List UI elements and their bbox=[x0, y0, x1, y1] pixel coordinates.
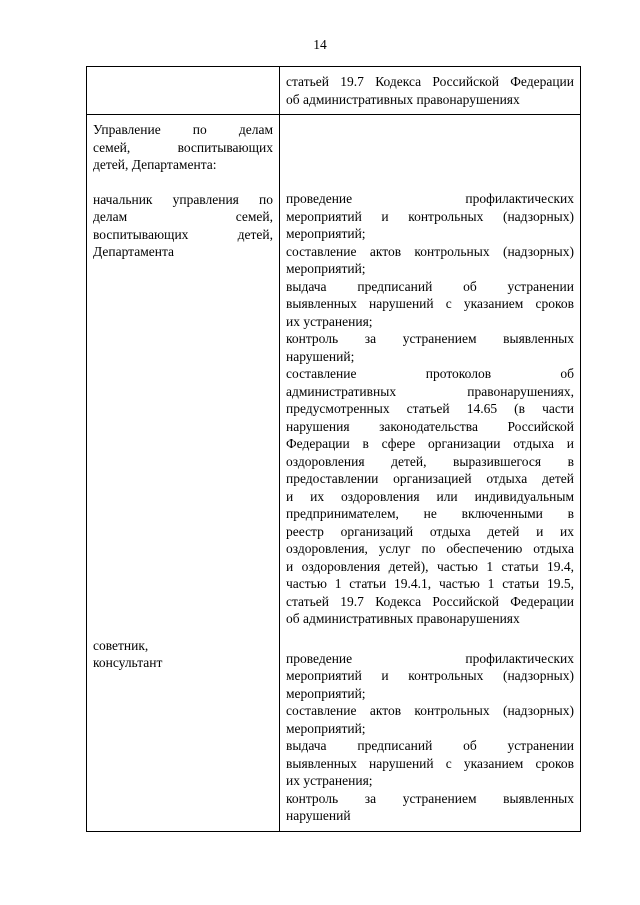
text-line: их устранения; bbox=[286, 313, 373, 329]
text-line: частью 1 статьи 19.4.1, частью 1 статьи 19.5, bbox=[286, 576, 574, 591]
text-line: советник, bbox=[93, 637, 149, 653]
text-line: детей, Департамента: bbox=[93, 157, 217, 172]
text-line: об административных правонарушениях bbox=[286, 611, 520, 626]
text-line: мероприятий; bbox=[286, 261, 366, 276]
position-advisor-consultant bbox=[93, 637, 273, 672]
page-number: 14 bbox=[313, 37, 327, 52]
text-line: мероприятий и контрольных (надзорных) bbox=[286, 668, 574, 683]
text-line: мероприятий; bbox=[286, 226, 366, 241]
text-line: об административных правонарушениях bbox=[286, 91, 520, 107]
text-line: выявленных нарушений с указанием сроков bbox=[286, 296, 574, 311]
text-line: и их оздоровления или индивидуальным bbox=[286, 488, 574, 504]
text-line: Департамента bbox=[93, 244, 175, 259]
text-line: выявленных нарушений с указанием сроков bbox=[286, 755, 574, 771]
table-cell-empty bbox=[87, 67, 280, 115]
text-line: Федерации в сфере организации отдыха и bbox=[286, 436, 574, 451]
text-line: нарушений bbox=[286, 808, 351, 823]
text-line: статьей 19.7 Кодекса Российской Федерации bbox=[286, 593, 574, 609]
continuation-text bbox=[286, 73, 574, 108]
text-line: реестр организаций отдыха детей и их bbox=[286, 523, 574, 539]
table-cell-continuation bbox=[280, 67, 581, 115]
duties-head-of-department bbox=[286, 190, 574, 628]
text-line: контроль за устранением выявленных bbox=[286, 790, 574, 806]
text-line: составление актов контрольных (надзорных) bbox=[286, 243, 574, 259]
duties-advisor-consultant bbox=[286, 650, 574, 825]
text-line: делам семей, bbox=[93, 209, 273, 224]
text-line: начальник управления по bbox=[93, 191, 273, 207]
position-head-of-department bbox=[93, 191, 273, 637]
text-line: нарушений; bbox=[286, 348, 355, 364]
text-line: статьей 19.7 Кодекса Российской Федерации bbox=[286, 74, 574, 89]
text-line: Управление по делам bbox=[93, 122, 273, 137]
department-heading bbox=[93, 121, 273, 174]
table-cell-duties bbox=[280, 115, 581, 832]
text-line: проведение профилактических bbox=[286, 650, 574, 666]
text-line: проведение профилактических bbox=[286, 191, 574, 206]
table-row bbox=[87, 115, 581, 832]
text-line: семей, воспитывающих bbox=[93, 139, 273, 155]
text-line: их устранения; bbox=[286, 773, 373, 788]
text-line: предпринимателем, не включенными в bbox=[286, 506, 574, 521]
text-line: оздоровления детей, выразившегося в bbox=[286, 453, 574, 469]
table-cell-positions bbox=[87, 115, 280, 832]
text-line: контроль за устранением выявленных bbox=[286, 331, 574, 346]
text-line: мероприятий; bbox=[286, 720, 366, 736]
text-line: выдача предписаний об устранении bbox=[286, 738, 574, 753]
text-line: воспитывающих детей, bbox=[93, 226, 273, 242]
text-line: консультант bbox=[93, 655, 163, 670]
text-line: мероприятий и контрольных (надзорных) bbox=[286, 208, 574, 224]
duties-table bbox=[86, 66, 581, 832]
text-line: оздоровления, услуг по обеспечению отдыха bbox=[286, 541, 574, 556]
table-row bbox=[87, 67, 581, 115]
text-line: выдача предписаний об устранении bbox=[286, 278, 574, 294]
text-line: нарушения законодательства Российской bbox=[286, 418, 574, 434]
text-line: мероприятий; bbox=[286, 685, 366, 701]
text-line: предусмотренных статьей 14.65 (в части bbox=[286, 401, 574, 416]
text-line: административных правонарушениях, bbox=[286, 383, 574, 399]
text-line: составление актов контрольных (надзорных) bbox=[286, 703, 574, 718]
text-line: составление протоколов об bbox=[286, 366, 574, 381]
text-line: и оздоровления детей), частью 1 статьи 19.4, bbox=[286, 558, 574, 574]
text-line: предоставлении организацией отдыха детей bbox=[286, 471, 574, 486]
